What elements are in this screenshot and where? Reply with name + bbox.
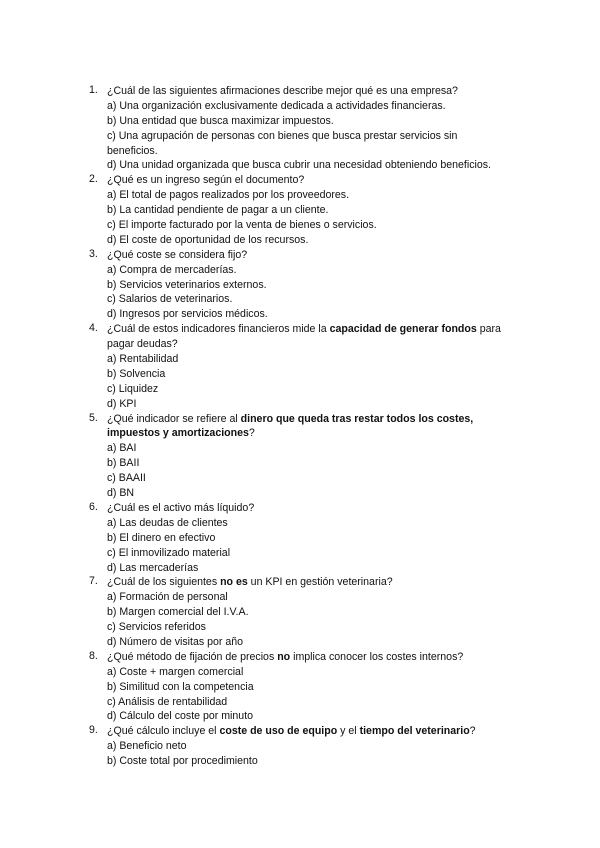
question-emphasis: dinero que queda tras restar todos los costes, [240, 412, 474, 425]
question-text: ¿Qué método de fijación de precios [107, 650, 278, 663]
answer-option: a) BAI [107, 442, 137, 455]
question-number: 5. [89, 411, 98, 424]
answer-option: c) El importe facturado por la venta de bienes o servicios. [107, 219, 377, 232]
question-emphasis: no [277, 650, 291, 663]
answer-option: c) El inmovilizado material [107, 546, 231, 559]
answer-option: d) Ingresos por servicios médicos. [107, 308, 268, 321]
answer-option: b) Solvencia [107, 367, 166, 380]
question-item [0, 650, 519, 724]
question-text: implica conocer los costes internos? [290, 650, 464, 663]
question-text-line [107, 322, 519, 337]
answer-option: b) La cantidad pendiente de pagar a un cliente. [107, 204, 329, 217]
answer-option: d) KPI [107, 397, 137, 410]
question-emphasis: impuestos y amortizaciones [107, 427, 249, 440]
question-text: ¿Qué indicador se refiere al [107, 412, 241, 425]
question-emphasis: no es [220, 576, 248, 589]
answer-option: a) Rentabilidad [107, 353, 179, 366]
question-item [0, 412, 519, 501]
question-emphasis: tiempo del veterinario [359, 725, 470, 738]
question-item [0, 84, 519, 173]
answer-option: a) El total de pagos realizados por los proveedores. [107, 189, 350, 202]
answer-option: a) Beneficio neto [107, 740, 187, 753]
question-number: 3. [89, 247, 98, 260]
question-number: 1. [89, 84, 98, 96]
question-emphasis: coste de uso de equipo [219, 725, 338, 738]
question-number: 4. [89, 322, 98, 335]
question-text: un KPI en gestión veterinaria? [247, 576, 393, 589]
question-text-line [107, 337, 519, 352]
question-list [0, 84, 600, 769]
answer-option: a) Las deudas de clientes [107, 516, 228, 529]
question-text: ¿Cuál de estos indicadores financieros mide la [107, 323, 330, 336]
question-item [0, 501, 519, 575]
question-text-line [107, 412, 519, 427]
answer-option: c) Salarios de veterinarios. [107, 293, 233, 306]
question-item [0, 575, 519, 649]
question-text-line [107, 575, 519, 590]
question-text-line [107, 84, 519, 99]
question-item [0, 248, 519, 322]
question-item [0, 322, 519, 411]
answer-option: beneficios. [107, 144, 158, 157]
answer-option: b) Coste total por procedimiento [107, 755, 258, 768]
question-text: ¿Qué es un ingreso según el documento? [107, 174, 305, 187]
answer-option: d) BN [107, 487, 135, 500]
answer-option: d) Las mercaderías [107, 561, 199, 574]
answer-option: a) Compra de mercaderías. [107, 263, 237, 276]
answer-option: b) El dinero en efectivo [107, 531, 216, 544]
answer-option: c) Servicios referidos [107, 621, 206, 634]
question-text-line [107, 501, 519, 516]
answer-option: a) Una organización exclusivamente dedicada a actividades financieras. [107, 99, 446, 112]
question-text-line [107, 248, 519, 263]
question-text: ¿Cuál de las siguientes afirmaciones describe mejor qué es una empresa? [107, 85, 458, 97]
answer-option: c) Una agrupación de personas con bienes que busca prestar servicios sin [107, 129, 458, 142]
answer-option: d) El coste de oportunidad de los recursos. [107, 233, 309, 246]
answer-option: b) Servicios veterinarios externos. [107, 278, 267, 291]
question-text-line [107, 173, 519, 188]
question-number: 2. [89, 173, 98, 186]
question-text: y el [337, 725, 360, 738]
answer-option: c) Liquidez [107, 382, 159, 395]
answer-option: b) Una entidad que busca maximizar impuestos. [107, 114, 334, 127]
question-text: ? [469, 725, 476, 738]
question-text: ¿Qué cálculo incluye el [107, 725, 220, 738]
question-number: 6. [89, 500, 98, 513]
question-emphasis: capacidad de generar fondos [329, 323, 477, 336]
answer-option: d) Número de visitas por año [107, 635, 244, 648]
question-text-line [107, 426, 519, 441]
question-text: pagar deudas? [107, 338, 178, 351]
question-item [0, 173, 519, 247]
question-text: ¿Qué coste se considera fijo? [107, 248, 248, 261]
answer-option: a) Formación de personal [107, 591, 228, 604]
question-number: 7. [89, 575, 98, 588]
question-text: ¿Cuál de los siguientes [107, 576, 221, 589]
question-text: ? [248, 427, 255, 440]
answer-option: b) BAII [107, 457, 140, 470]
answer-option: d) Una unidad organizada que busca cubrir una necesidad obteniendo beneficios. [107, 159, 492, 172]
question-text-line [107, 724, 519, 739]
answer-option: a) Coste + margen comercial [107, 665, 244, 678]
question-number: 8. [89, 649, 98, 662]
question-text: ¿Cuál es el activo más líquido? [107, 501, 255, 514]
answer-option: c) Análisis de rentabilidad [107, 695, 228, 708]
question-text-line [107, 650, 519, 665]
answer-option: b) Margen comercial del I.V.A. [107, 606, 249, 619]
answer-option: d) Cálculo del coste por minuto [107, 710, 254, 723]
question-text: para [476, 323, 501, 336]
answer-option: b) Similitud con la competencia [107, 680, 254, 693]
question-item [0, 724, 519, 769]
answer-option: c) BAAII [107, 472, 146, 485]
question-number: 9. [89, 724, 98, 737]
